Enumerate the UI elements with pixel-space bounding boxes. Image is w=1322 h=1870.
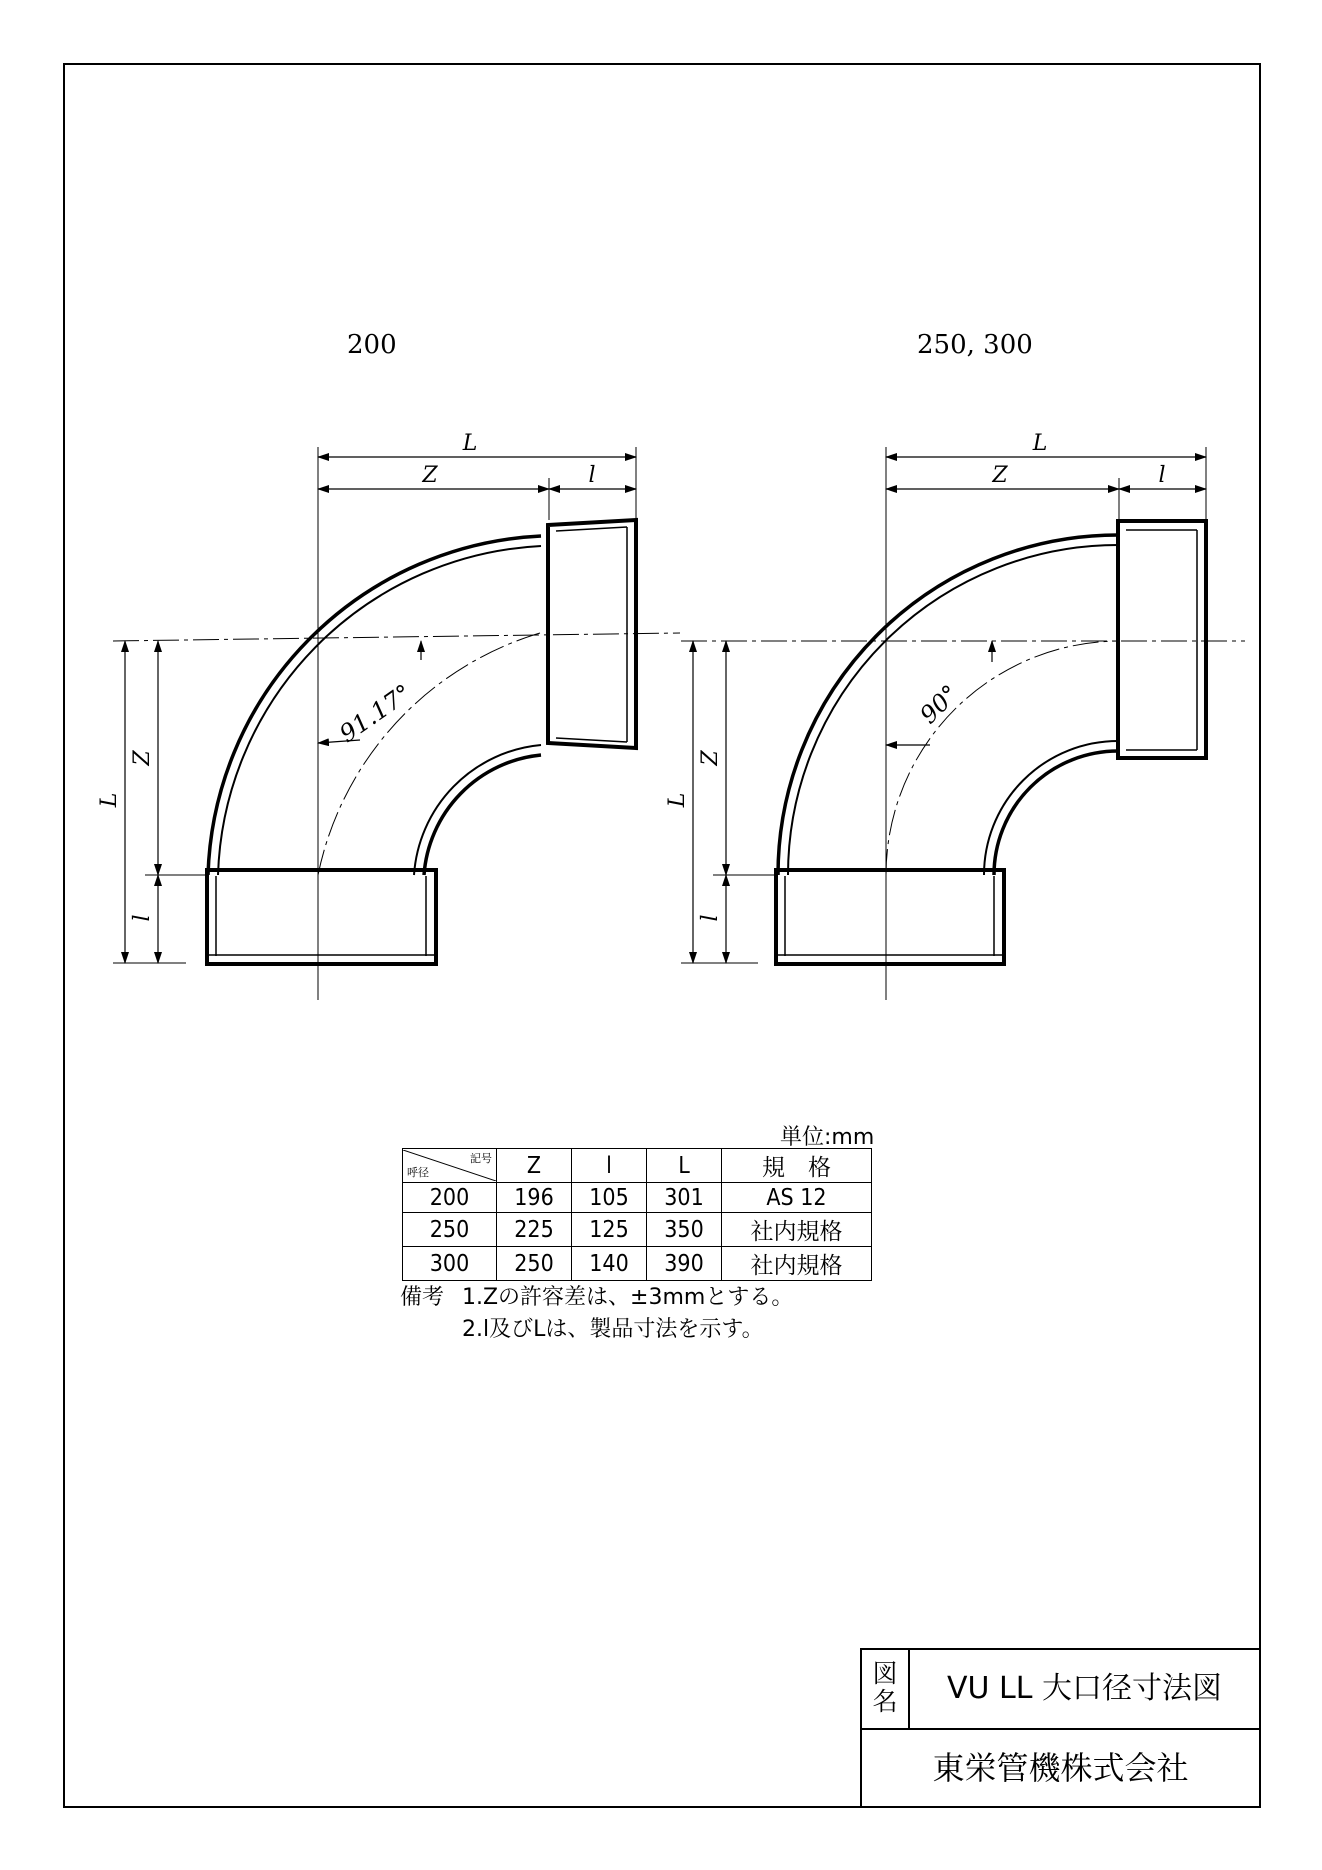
cell-l: 105 [572, 1183, 647, 1213]
table-header-row [403, 1149, 872, 1183]
dim-L-vertical-label: L [97, 792, 122, 808]
title-block [860, 1648, 1261, 1808]
corner-diameter-label: 呼径 [407, 1166, 429, 1179]
title-kind-label: 図名 [872, 1659, 898, 1716]
cell-diameter: 300 [403, 1247, 497, 1281]
note-2 [400, 1314, 793, 1346]
dim-Z-label: Z [992, 463, 1008, 488]
header-l: l [572, 1149, 647, 1183]
cell-diameter: 200 [403, 1183, 497, 1213]
drawing-name: VU LL 大口径寸法図 [908, 1648, 1261, 1730]
dim-l-vertical-label: l [698, 914, 723, 922]
dim-l-vertical-label: l [130, 914, 155, 922]
table-corner-cell [403, 1149, 497, 1183]
dim-l-label: l [588, 463, 596, 488]
size-label-250-300: 250, 300 [917, 330, 1033, 360]
note-1 [400, 1282, 793, 1314]
cell-l: 125 [572, 1213, 647, 1247]
notes [400, 1282, 793, 1346]
notes-label: 備考 [400, 1285, 445, 1310]
cell-Z: 225 [497, 1213, 572, 1247]
dimension-table [402, 1148, 872, 1281]
cell-Z: 196 [497, 1183, 572, 1213]
unit-label: 単位:mm [780, 1125, 875, 1150]
header-standard: 規 格 [722, 1149, 872, 1183]
dim-Z-vertical-label: Z [130, 750, 155, 766]
header-Z: Z [497, 1149, 572, 1183]
cell-diameter: 250 [403, 1213, 497, 1247]
elbow-drawing-250-300 [681, 447, 1245, 1000]
corner-symbol-label: 記号 [470, 1152, 492, 1165]
cell-L: 390 [647, 1247, 722, 1281]
angle-label-250-300: 90° [914, 679, 965, 730]
dim-Z-label: Z [422, 463, 438, 488]
table-row [403, 1247, 872, 1281]
dim-L-label: L [1032, 431, 1048, 456]
size-label-200: 200 [347, 330, 397, 360]
note-1-text: 1.Zの許容差は、±3mmとする。 [462, 1285, 794, 1310]
note-2-text: 2.l及びLは、製品寸法を示す。 [462, 1317, 764, 1342]
dim-Z-vertical-label: Z [698, 750, 723, 766]
cell-Z: 250 [497, 1247, 572, 1281]
cell-standard: 社内規格 [722, 1247, 872, 1281]
cell-L: 350 [647, 1213, 722, 1247]
cell-l: 140 [572, 1247, 647, 1281]
dim-l-label: l [1158, 463, 1166, 488]
cell-standard: AS 12 [722, 1183, 872, 1213]
dim-L-vertical-label: L [665, 792, 690, 808]
table-row [403, 1183, 872, 1213]
angle-label-200: 91.17° [334, 678, 417, 749]
title-kind-cell [860, 1648, 910, 1730]
company-name: 東栄管機株式会社 [860, 1728, 1261, 1808]
cell-L: 301 [647, 1183, 722, 1213]
header-L: L [647, 1149, 722, 1183]
cell-standard: 社内規格 [722, 1213, 872, 1247]
table-row [403, 1213, 872, 1247]
dim-L-label: L [462, 431, 478, 456]
elbow-drawing-200 [113, 447, 680, 1000]
